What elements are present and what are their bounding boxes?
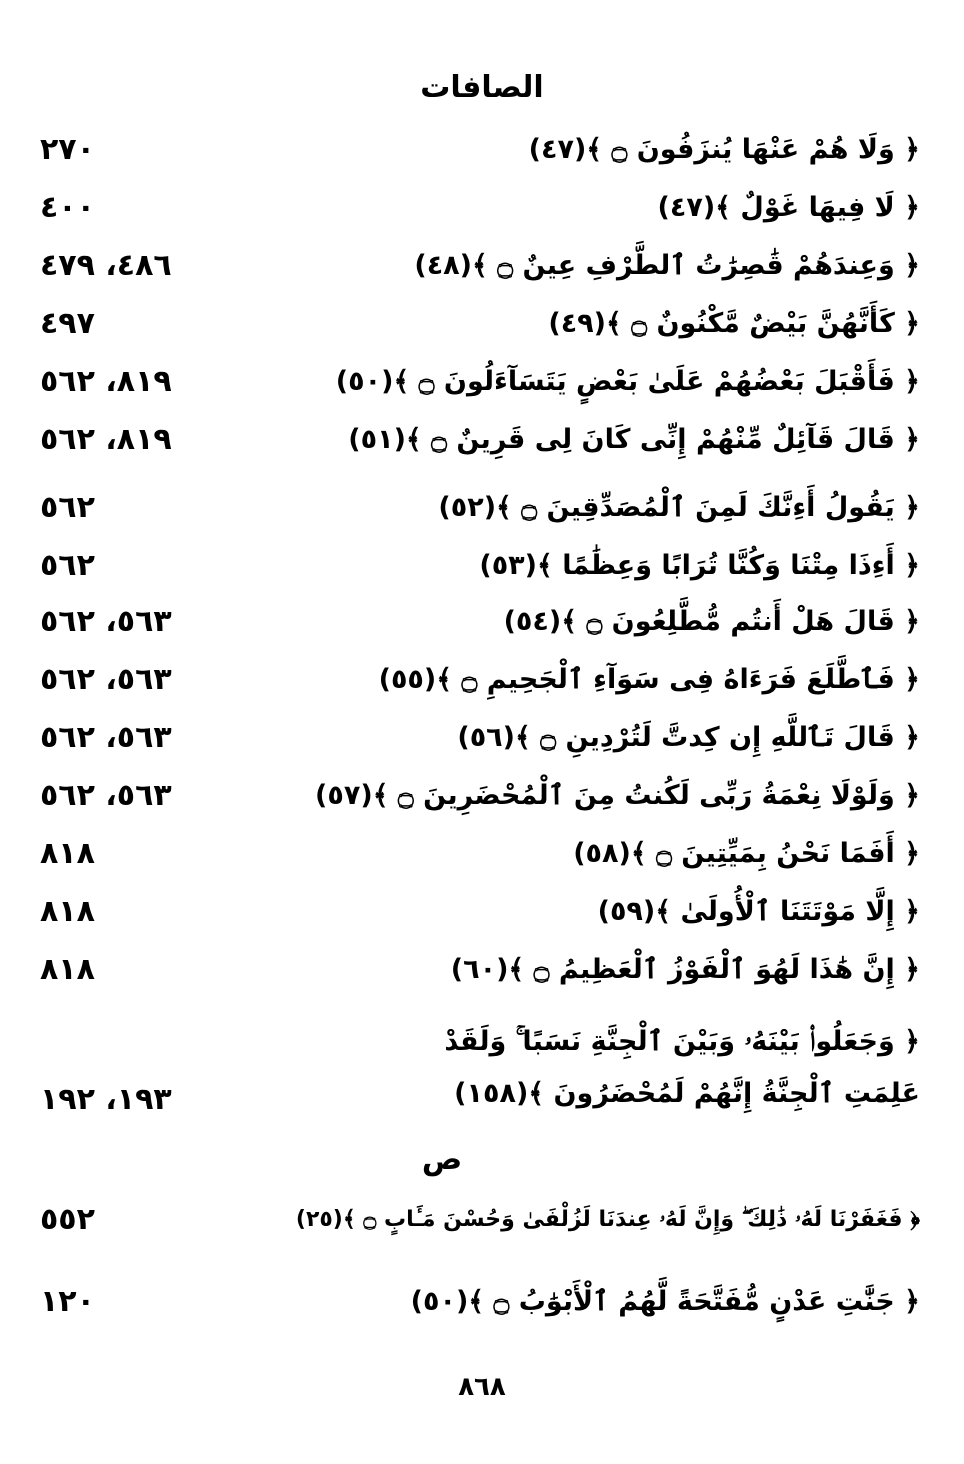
list-item [40,414,920,466]
page-references: ٨١٩، ٥٦٢ [40,422,172,457]
page-references: ٥٦٢ [40,490,95,525]
verse-text: ﴿ يَقُولُ أَءِنَّكَ لَمِنَ ٱلْمُصَدِّقِينَ ۝ ﴾(٥٢) [438,492,920,523]
list-item [40,886,920,938]
list-item [40,770,920,822]
verse-text: ﴿ جَنَّٰتِ عَدْنٍ مُّفَتَّحَةً لَّهُمُ ٱلْأَبْوَٰبُ ۝ ﴾(٥٠) [410,1286,920,1317]
list-item [40,596,920,648]
verse-text: ﴿ إِلَّا مَوْتَتَنَا ٱلْأُولَىٰ ﴾(٥٩) [597,896,920,927]
verse-text: ﴿ كَأَنَّهُنَّ بَيْضٌ مَّكْنُونٌ ۝ ﴾(٤٩) [548,308,920,339]
page-references: ٥٦٣، ٥٦٢ [40,604,172,639]
verse-text: ﴿ وَلَا هُمْ عَنْهَا يُنزَفُونَ ۝ ﴾(٤٧) [528,134,920,165]
verse-text: ﴿ فَٱطَّلَعَ فَرَءَاهُ فِى سَوَآءِ ٱلْجَحِيمِ ۝ ﴾(٥٥) [378,664,920,695]
page-references: ٥٥٢ [40,1202,95,1237]
list-item [40,1016,920,1126]
page-references: ١٩٣، ١٩٢ [40,1082,172,1117]
page-number: ٨٦٨ [458,1372,506,1402]
list-item [40,482,920,534]
page-references: ٥٦٣، ٥٦٢ [40,778,172,813]
verse-text: ﴿ وَلَوْلَا نِعْمَةُ رَبِّى لَكُنتُ مِنَ ٱلْمُحْضَرِينَ ۝ ﴾(٥٧) [315,780,920,811]
verse-text: ﴿ وَعِندَهُمْ قَٰصِرَٰتُ ٱلطَّرْفِ عِينٌ ۝ ﴾(٤٨) [414,250,920,281]
page-references: ٤٩٧ [40,306,95,341]
list-item [40,654,920,706]
list-item [40,828,920,880]
list-item [40,944,920,996]
verse-text: ﴿ قَالَ قَآئِلٌ مِّنْهُمْ إِنِّى كَانَ لِى قَرِينٌ ۝ ﴾(٥١) [348,424,920,455]
page-references: ٢٧٠ [40,132,95,167]
page-references: ٨١٩، ٥٦٢ [40,364,172,399]
page-references: ٥٦٣، ٥٦٢ [40,720,172,755]
verse-text: ﴿ وَجَعَلُوا۟ بَيْنَهُۥ وَبَيْنَ ٱلْجِنَّةِ نَسَبًا ۚ وَلَقَدْ عَلِمَتِ ٱلْجِنَّةُ إِنَّهُمْ لَمُحْضَرُونَ ﴾(١٥٨) [444,1026,920,1109]
list-item [40,540,920,592]
verse-text: ﴿ أَءِذَا مِتْنَا وَكُنَّا تُرَابًا وَعِظَٰمًا ﴾(٥٣) [479,550,920,581]
verse-text: ﴿ قَالَ هَلْ أَنتُم مُّطَّلِعُونَ ۝ ﴾(٥٤) [503,606,920,637]
list-item [40,1276,920,1328]
list-item [40,240,920,292]
verse-text: ﴿ أَفَمَا نَحْنُ بِمَيِّتِينَ ۝ ﴾(٥٨) [573,838,920,869]
verse-text: ﴿ لَا فِيهَا غَوْلٌ ﴾(٤٧) [657,192,920,223]
section-title-sad: ص [421,1142,463,1177]
verse-text: ﴿ قَالَ تَٱللَّهِ إِن كِدتَّ لَتُرْدِينِ ۝ ﴾(٥٦) [457,722,920,753]
page-references: ٤٨٦، ٤٧٩ [40,248,172,283]
list-item [40,356,920,408]
page-references: ٥٦٢ [40,548,95,583]
list-item [40,182,920,234]
page-references: ٨١٨ [40,952,95,987]
page-references: ٨١٨ [40,836,95,871]
verse-text: ﴿ فَغَفَرْنَا لَهُۥ ذَٰلِكَ ۖ وَإِنَّ لَهُۥ عِندَنَا لَزُلْفَىٰ وَحُسْنَ مَـَٔابٍ ۝ ﴾(٢٥) [295,1207,920,1232]
section-title-assaffat: الصافات [420,70,544,105]
list-item [40,124,920,176]
verse-text: ﴿ إِنَّ هَٰذَا لَهُوَ ٱلْفَوْزُ ٱلْعَظِيمُ ۝ ﴾(٦٠) [450,954,920,985]
list-item [40,1194,920,1246]
page-references: ٥٦٣، ٥٦٢ [40,662,172,697]
page-references: ٨١٨ [40,894,95,929]
page-references: ١٢٠ [40,1284,95,1319]
verse-text: ﴿ فَأَقْبَلَ بَعْضُهُمْ عَلَىٰ بَعْضٍ يَتَسَآءَلُونَ ۝ ﴾(٥٠) [335,366,920,397]
page-references: ٤٠٠ [40,190,95,225]
list-item [40,298,920,350]
list-item [40,712,920,764]
